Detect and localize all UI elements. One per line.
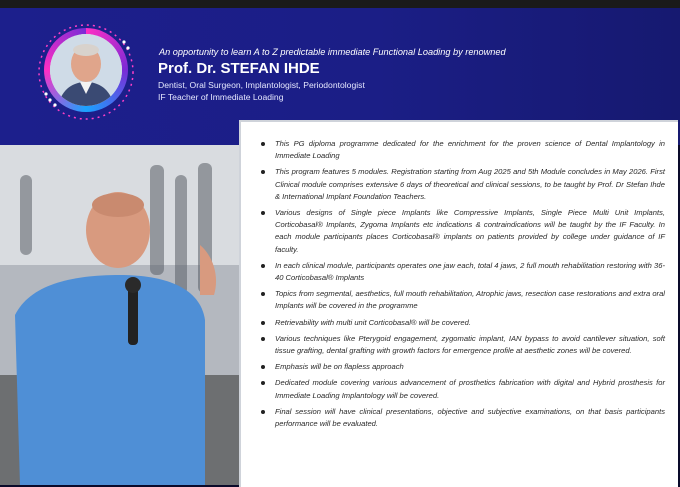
list-item: Various techniques like Pterygoid engagement, zygomatic implant, IAN bypass to avoid cantilever situation, soft tissue grafting, dental grafting with growth factors for emergence profile at aesthetic zones will be covered. xyxy=(255,333,665,357)
list-item: Dedicated module covering various advancement of prosthetics fabrication with digital and Hybrid prosthesis for Immediate Loading Implantology will be covered. xyxy=(255,377,665,401)
bullet-icon xyxy=(261,321,265,325)
bullet-icon xyxy=(261,365,265,369)
list-item: Final session will have clinical presentations, objective and subjective examinations, on that basis participants performance will be evaluated. xyxy=(255,406,665,430)
intro-text: An opportunity to learn A to Z predictable immediate Functional Loading by renowned xyxy=(159,47,506,57)
avatar xyxy=(50,34,122,106)
list-item: This program features 5 modules. Registration starting from Aug 2025 and 5th Module concludes in May 2026. First Clinical module comprises extensive 6 days of theoretical and clinical sessions, to be taught by Prof. Dr Stefan Ihde & International Implant Foundation Teachers. xyxy=(255,166,665,203)
list-item: Topics from segmental, aesthetics, full mouth rehabilitation, Atrophic jaws, resection case restorations and extra oral Implants will be covered in the programme xyxy=(255,288,665,312)
list-item: This PG diploma programme dedicated for the enrichment for the proven science of Dental Implantology in Immediate Loading xyxy=(255,138,665,162)
programme-bullet-list xyxy=(255,138,665,434)
speaker-photo xyxy=(0,145,240,485)
top-bar xyxy=(0,0,680,8)
bullet-icon xyxy=(261,381,265,385)
presenter-role: Dentist, Oral Surgeon, Implantologist, Periodontologist xyxy=(158,80,365,90)
presenter-title: IF Teacher of Immediate Loading xyxy=(158,92,284,102)
bullet-icon xyxy=(261,211,265,215)
list-item: In each clinical module, participants operates one jaw each, total 4 jaws, 2 full mouth rehabilitation restoring with 36-40 Corticobasal® Implants xyxy=(255,260,665,284)
presenter-name: Prof. Dr. STEFAN IHDE xyxy=(158,60,320,77)
programme-details-panel xyxy=(239,120,678,487)
bullet-icon xyxy=(261,264,265,268)
bullet-icon xyxy=(261,292,265,296)
bullet-icon xyxy=(261,170,265,174)
list-item: Emphasis will be on flapless approach xyxy=(255,361,665,373)
bullet-icon xyxy=(261,337,265,341)
list-item: Retrievability with multi unit Corticobasal® will be covered. xyxy=(255,317,665,329)
bullet-icon xyxy=(261,410,265,414)
bullet-icon xyxy=(261,142,265,146)
list-item: Various designs of Single piece Implants like Compressive Implants, Single Piece Multi Unit Implants, Corticobasal® Implants, Zygoma Implants etc indications & contraindications will be taught by the IF Faculty. In each module participants places Corticobasal® implants on patients provided by college under guidance of IF faculty. xyxy=(255,207,665,256)
